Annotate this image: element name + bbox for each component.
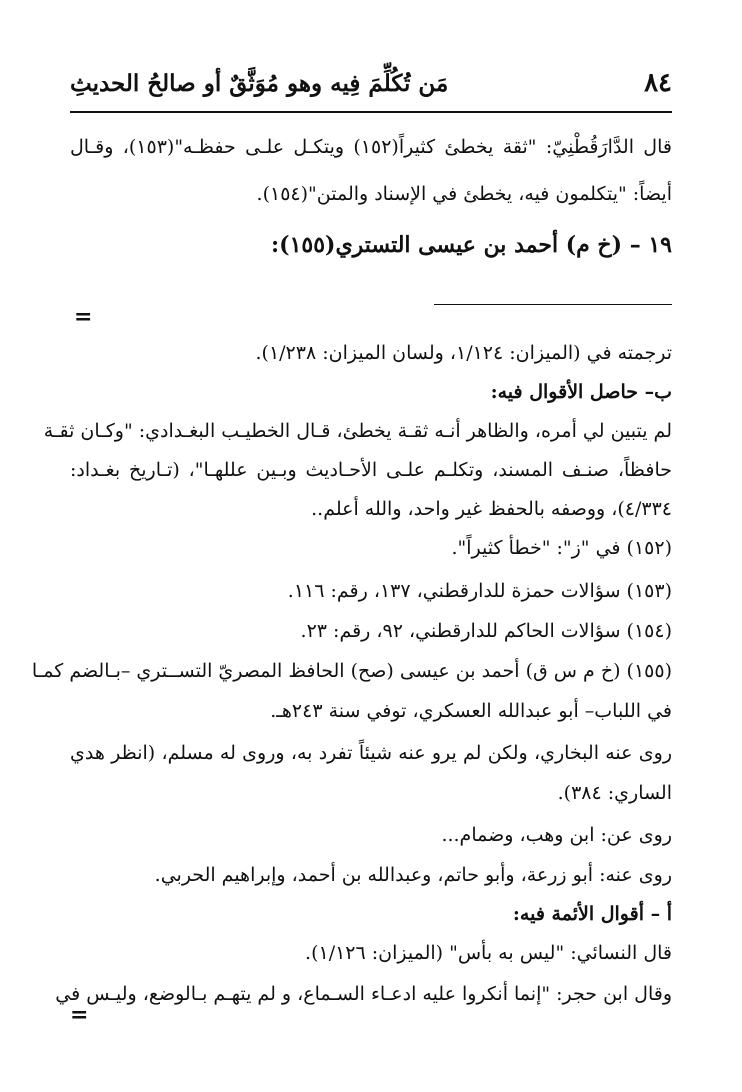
- running-title: مَن تُكُلِّمَ فِيه وهو مُوَثَّقٌ أو صالحُ الحديثِ: [70, 70, 449, 97]
- entry-heading: ١٩ – (خ م) أحمد بن عيسى التستري(١٥٥):: [271, 232, 672, 258]
- section-a-line-1: قال النسائي: "ليس به بأس" (الميزان: ١/١٢٦).: [305, 942, 672, 964]
- section-a-line-2: وقال ابن حجر: "إنما أنكروا عليه ادعـاء السـماع، و لم يتهـم بـالوضع، وليـس في: [55, 983, 672, 1005]
- footnote-152: (١٥٢) في "ز": "خطأ كثيراً".: [451, 537, 672, 559]
- footnote-153: (١٥٣) سؤالات حمزة للدارقطني، ١٣٧، رقم: ١١٦.: [287, 580, 672, 602]
- running-header: [70, 68, 672, 108]
- footnote-155-line-1: (١٥٥) (خ م س ق) أحمد بن عيسى (صح) الحافظ المصريّ التســتري –بـالضم كمـا: [31, 660, 672, 682]
- footnote-155-line-3: روى عنه البخاري، ولكن لم يرو عنه شيئاً تفرد به، وروى له مسلم، (انظر هدي: [70, 742, 672, 764]
- footnote-cont-line: ترجمته في (الميزان: ١/١٢٤، ولسان الميزان: ١/٢٣٨).: [255, 342, 672, 364]
- footnote-155-line-2: في اللباب– أبو عبدالله العسكري، توفي سنة ٢٤٣هـ.: [270, 700, 672, 722]
- footnote-155-line-6: روى عنه: أبو زرعة، وأبو حاتم، وعبدالله بن أحمد، وإبراهيم الحربي.: [154, 864, 672, 886]
- continuation-mark-end: =: [70, 1002, 89, 1028]
- body-line-1: قال الدَّارَقُطْنِيّ: "ثقة يخطئ كثيراً(١٥٢) ويتكـل علـى حفظـه"(١٥٣)، وقـال: [70, 136, 672, 158]
- page-number: ٨٤: [644, 68, 672, 98]
- footnote-155-line-4: الساري: ٣٨٤).: [557, 782, 672, 804]
- section-a-heading: أ – أقوال الأئمة فيه:: [512, 903, 672, 925]
- body-line-2: أيضاً: "يتكلمون فيه، يخطئ في الإسناد والمتن"(١٥٤).: [256, 183, 672, 205]
- section-b-line-3: ٤/٣٣٤)، ووصفه بالحفظ غير واحد، والله أعلم..: [311, 498, 672, 520]
- footnote-rule: [434, 304, 672, 305]
- section-b-heading: ب– حاصل الأقوال فيه:: [490, 381, 672, 403]
- section-b-line-2: حافظاً، صنـف المسند، وتكلـم علـى الأحـاديث وبـين عللهـا"، (تـاريخ بغـداد:: [70, 459, 672, 481]
- footnote-154: (١٥٤) سؤالات الحاكم للدارقطني، ٩٢، رقم: ٢٣.: [300, 620, 672, 642]
- header-rule: [70, 111, 672, 113]
- section-b-line-1: لم يتبين لي أمره، والظاهر أنـه ثقـة يخطئ، قـال الخطيـب البغـدادي: "وكـان ثقـة: [43, 420, 672, 442]
- continuation-mark: =: [74, 304, 93, 330]
- footnote-155-line-5: روى عن: ابن وهب، وضمام...: [441, 824, 672, 846]
